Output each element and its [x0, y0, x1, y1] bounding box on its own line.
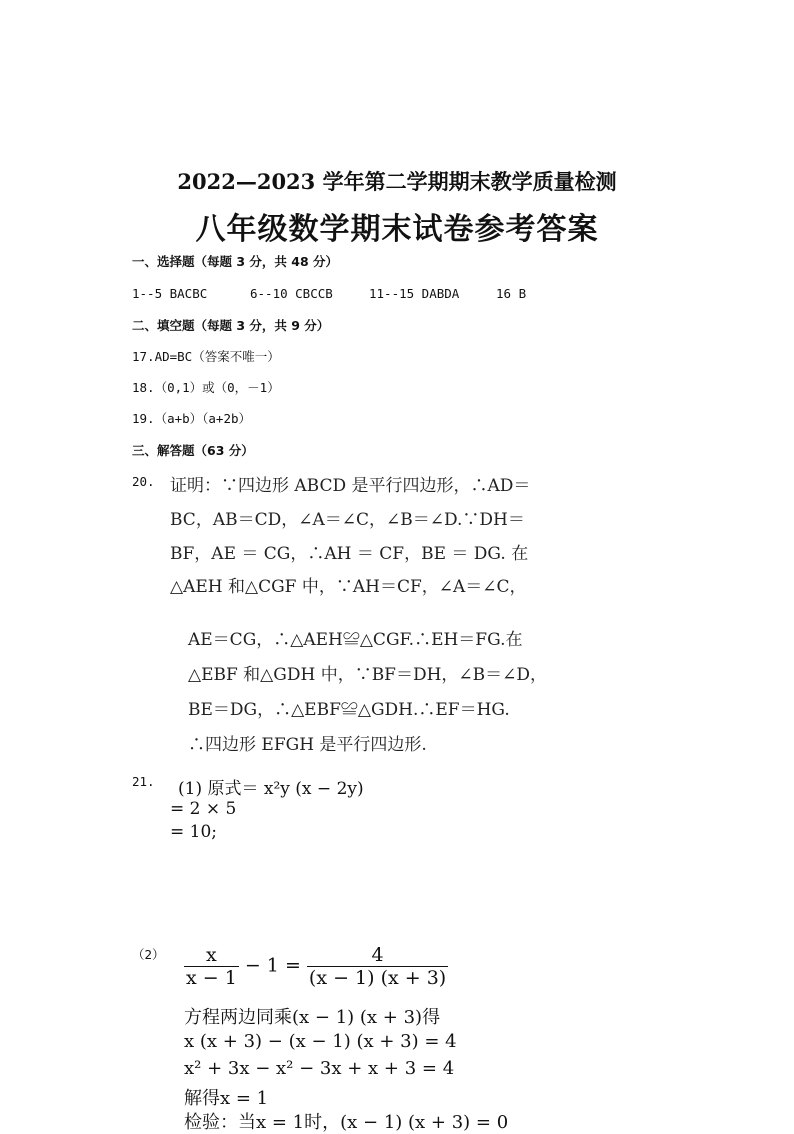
proof-line-4: △AEH 和△CGF 中，∵AH＝CF，∠A＝∠C，	[170, 577, 527, 597]
section-heading-solve: 三、解答题（63 分）	[132, 443, 254, 458]
exam-title: 2022—2023 学年第二学期期末教学质量检测	[177, 169, 617, 194]
left-fraction	[184, 944, 239, 989]
q21-part2-step5: 检验：当x = 1时，(x − 1) (x + 3) = 0	[184, 1112, 509, 1133]
choice-answers-11-15: 11--15 DABDA	[369, 286, 460, 301]
proof-line-1: 证明：∵四边形 ABCD 是平行四边形，∴AD＝	[170, 476, 531, 496]
choice-answers-1-5: 1--5 BACBC	[132, 286, 208, 301]
right-fraction-denominator: (x − 1) (x + 3)	[308, 967, 447, 989]
q21-part2-step2: x (x + 3) − (x − 1) (x + 3) = 4	[184, 1031, 457, 1052]
q21-part1-line1: (1) 原式＝ x²y (x − 2y)	[178, 779, 364, 799]
q21-part2-step4: 解得x = 1	[184, 1088, 269, 1109]
proof-line-8: ∴四边形 EFGH 是平行四边形.	[188, 735, 427, 755]
question-20-number: 20.	[132, 474, 155, 489]
fraction-equation	[184, 944, 448, 989]
right-fraction-numerator: 4	[371, 944, 384, 966]
left-fraction-numerator: x	[206, 944, 217, 966]
choice-answers-6-10: 6--10 CBCCB	[250, 286, 333, 301]
q21-part2-step1: 方程两边同乘(x − 1) (x + 3)得	[184, 1007, 441, 1028]
proof-line-7: BE＝DG，∴△EBF≌△GDH.∴EF＝HG.	[188, 700, 510, 720]
answer-18: 18.（0,1）或（0，－1）	[132, 380, 280, 395]
right-fraction	[307, 944, 448, 989]
q21-part2-label: （2）	[132, 947, 165, 962]
q21-part1-line2: = 2 × 5	[170, 799, 237, 819]
answer-19: 19.（a+b）（a+2b）	[132, 411, 252, 426]
left-fraction-denominator: x − 1	[186, 967, 237, 989]
equation-middle: − 1 =	[238, 954, 307, 977]
proof-line-2: BC，AB＝CD，∠A＝∠C，∠B＝∠D.∵DH＝	[170, 510, 525, 530]
section-heading-choice: 一、选择题（每题 3 分，共 48 分）	[132, 254, 339, 269]
answer-17: 17.AD=BC（答案不唯一）	[132, 349, 280, 364]
proof-line-3: BF，AE ＝ CG，∴AH ＝ CF，BE ＝ DG. 在	[170, 544, 529, 564]
q21-part2-step3: x² + 3x − x² − 3x + x + 3 = 4	[184, 1058, 455, 1079]
choice-answer-16: 16 B	[496, 286, 527, 301]
question-21-number: 21.	[132, 774, 155, 789]
proof-line-6: △EBF 和△GDH 中，∵BF＝DH，∠B＝∠D，	[188, 665, 548, 685]
q21-part1-line3: = 10;	[170, 822, 218, 842]
proof-line-5: AE＝CG，∴△AEH≌△CGF.∴EH＝FG.在	[188, 630, 523, 650]
answer-key-title: 八年级数学期末试卷参考答案	[195, 212, 599, 247]
section-heading-fill: 二、填空题（每题 3 分，共 9 分）	[132, 318, 330, 333]
